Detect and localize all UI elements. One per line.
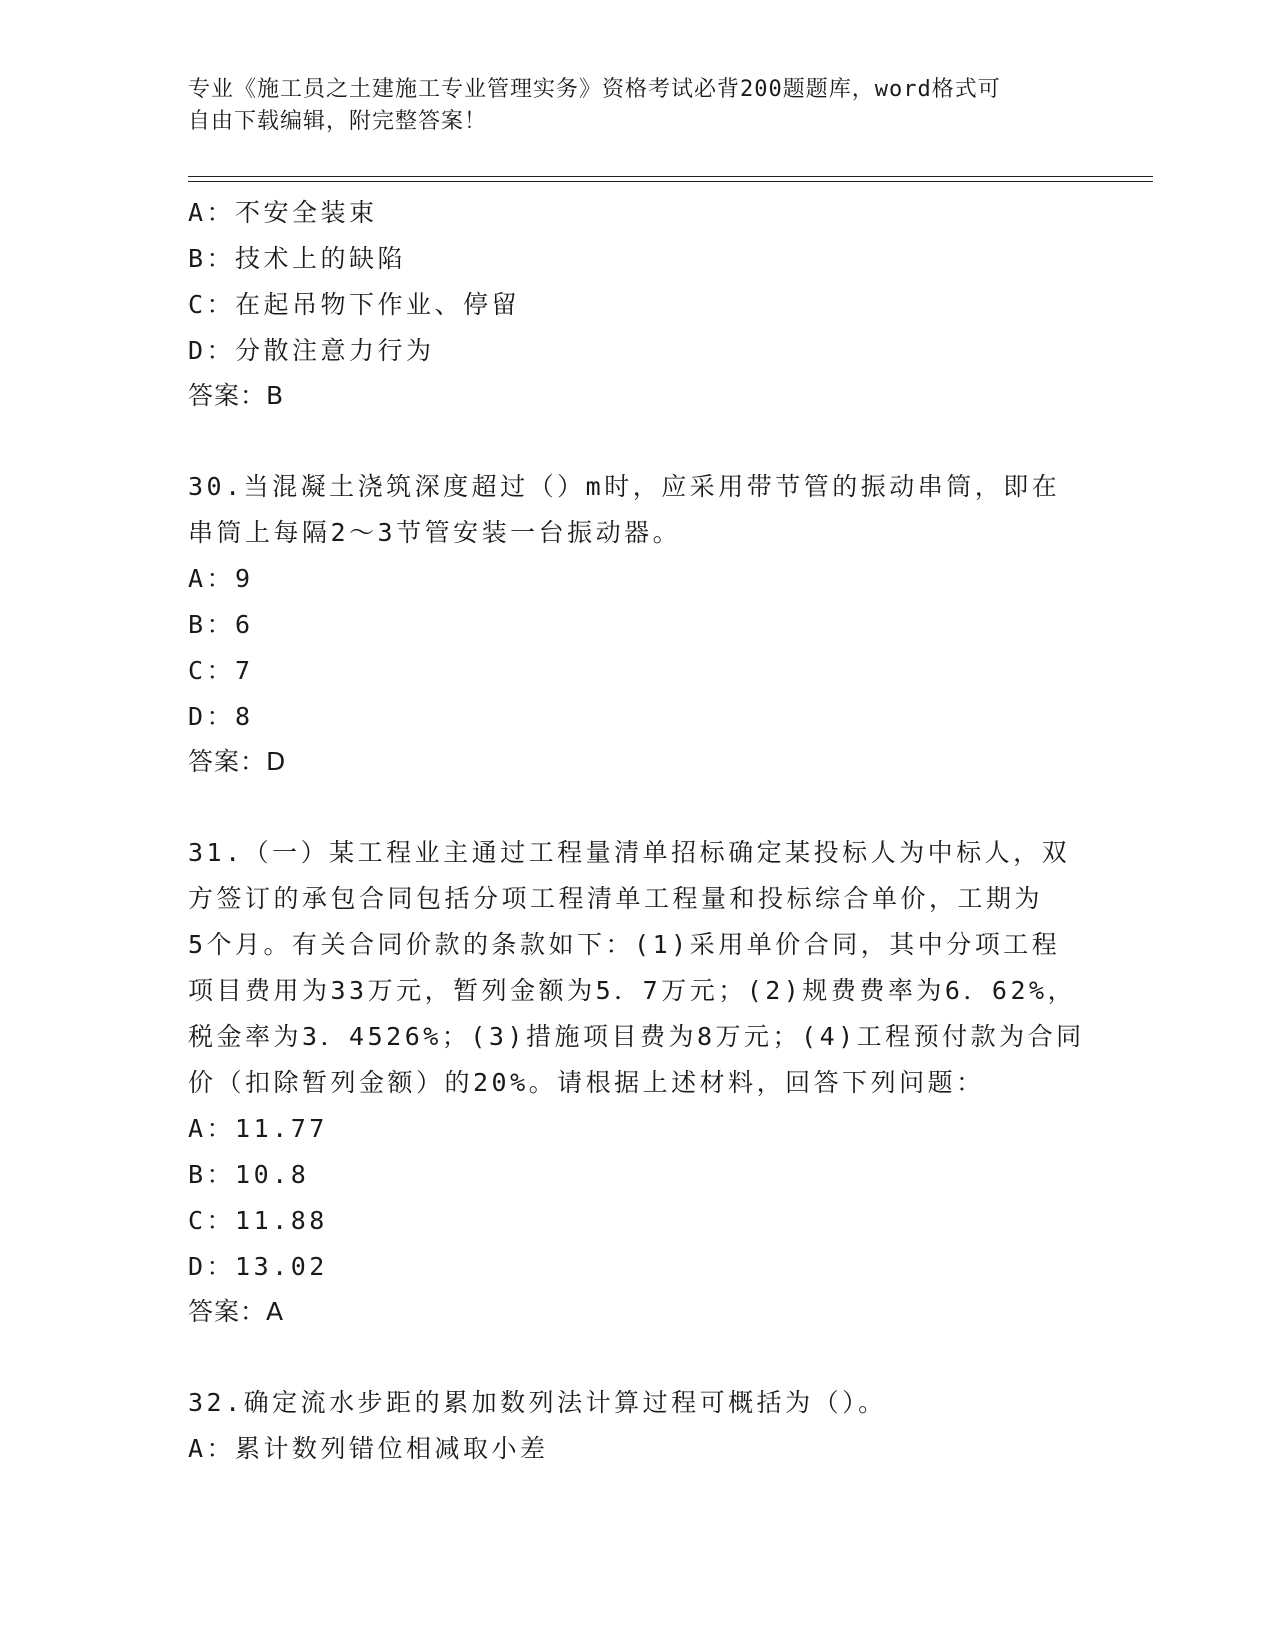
question-31 [188,830,1088,1334]
spacer [188,784,1088,830]
option-c: C：7 [188,656,254,685]
question-29 [188,190,1088,418]
question-stem-line: 价（扣除暂列金额）的20%。请根据上述材料，回答下列问题： [188,1068,985,1097]
option-a: A：不安全装束 [188,198,378,227]
question-stem-line: 串筒上每隔2～3节管安装一台振动器。 [188,518,682,547]
question-list [188,190,1088,1472]
option-b: B：6 [188,610,254,639]
spacer [188,1334,1088,1380]
header-line-2: 自由下载编辑，附完整答案！ [188,109,488,134]
spacer [188,418,1088,464]
option-d: D：13.02 [188,1252,328,1281]
question-stem-line: 32.确定流水步距的累加数列法计算过程可概括为（）。 [188,1388,887,1417]
question-stem-line: 税金率为3．4526%；(3)措施项目费为8万元；(4)工程预付款为合同 [188,1022,1085,1051]
option-a: A：11.77 [188,1114,328,1143]
question-30 [188,464,1088,784]
header-divider-bottom [188,181,1153,182]
answer: 答案：A [188,1297,285,1326]
option-d: D：分散注意力行为 [188,336,435,365]
option-a: A：累计数列错位相减取小差 [188,1434,549,1463]
option-b: B：技术上的缺陷 [188,244,407,273]
option-a: A：9 [188,564,254,593]
question-stem-line: 31.（一）某工程业主通过工程量清单招标确定某投标人为中标人，双 [188,838,1071,867]
answer: 答案：D [188,747,287,776]
option-d: D：8 [188,702,254,731]
header-line-1: 专业《施工员之土建施工专业管理实务》资格考试必背200题题库，word格式可 [188,77,1001,102]
question-stem-line: 项目费用为33万元，暂列金额为5．7万元；(2)规费费率为6．62%， [188,976,1077,1005]
question-stem-line: 5个月。有关合同价款的条款如下：(1)采用单价合同，其中分项工程 [188,930,1061,959]
answer: 答案：B [188,381,285,410]
question-32 [188,1380,1088,1472]
option-c: C：在起吊物下作业、停留 [188,290,521,319]
header-divider-top [188,176,1153,177]
option-c: C：11.88 [188,1206,328,1235]
option-b: B：10.8 [188,1160,310,1189]
question-stem-line: 方签订的承包合同包括分项工程清单工程量和投标综合单价，工期为 [188,884,1044,913]
document-header [188,74,1068,138]
question-stem-line: 30.当混凝土浇筑深度超过（）m时，应采用带节管的振动串筒，即在 [188,472,1061,501]
